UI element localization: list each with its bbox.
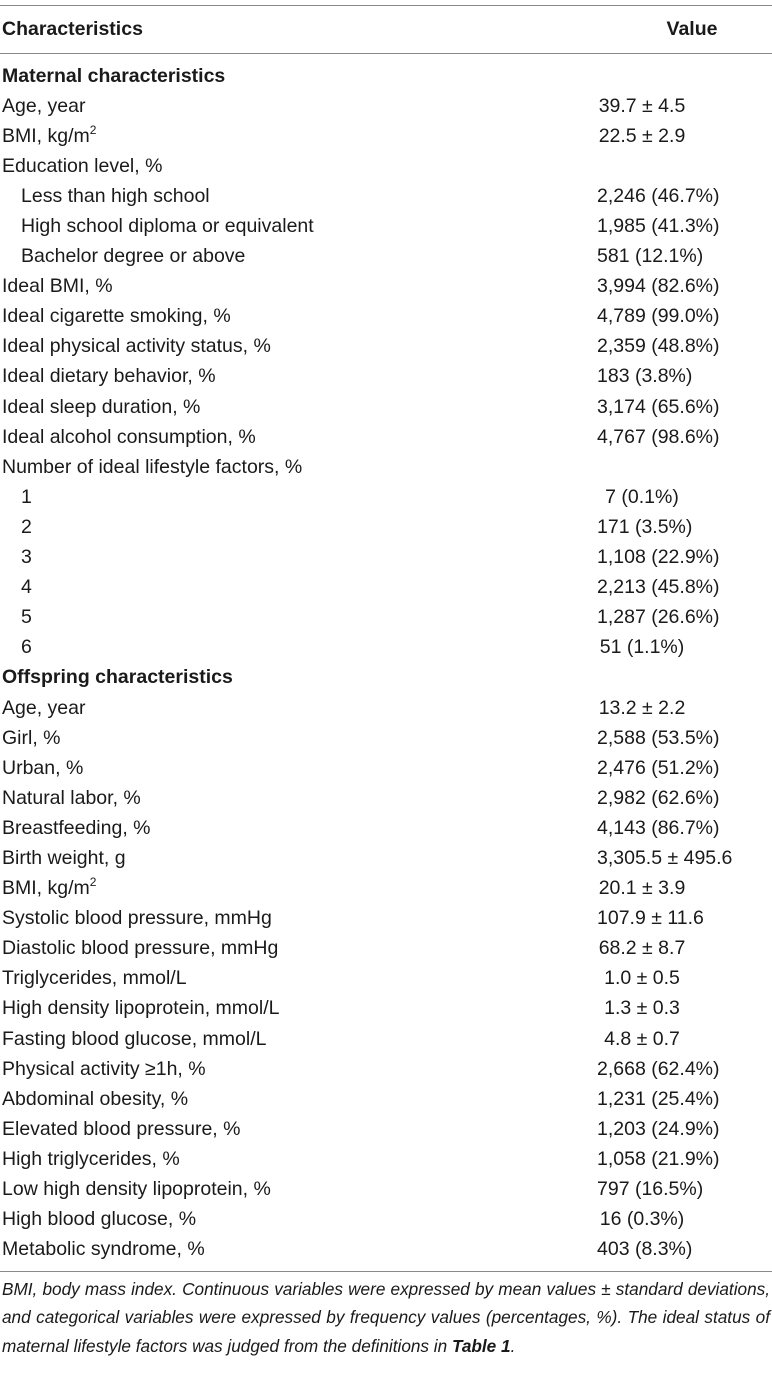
- row-label: [0, 997, 512, 1020]
- row-value-text: 4,767 (98.6%): [597, 425, 720, 448]
- row-label-text: 3: [21, 546, 32, 569]
- row-value-text: 2,668 (62.4%): [597, 1057, 720, 1080]
- row-label-text: Maternal characteristics: [2, 64, 226, 87]
- row-value-text: 1,231 (25.4%): [597, 1087, 720, 1110]
- table-row: [0, 302, 772, 332]
- row-label: [0, 697, 512, 720]
- table-header-rule: [0, 53, 772, 54]
- row-label: [0, 486, 512, 509]
- row-value-text: 20.1 ± 3.9: [598, 877, 686, 900]
- row-value: [512, 1088, 772, 1111]
- row-value: [512, 1238, 772, 1261]
- table-row: [0, 843, 772, 873]
- row-value: [512, 666, 772, 689]
- row-value: [512, 877, 772, 900]
- row-value-text: 4.8 ± 0.7: [604, 1027, 680, 1050]
- row-label: [0, 516, 512, 539]
- row-label: [0, 1028, 512, 1051]
- row-value-text: 68.2 ± 8.7: [598, 937, 686, 960]
- row-label-text: High blood glucose, %: [2, 1208, 197, 1231]
- row-value: [512, 997, 772, 1020]
- row-value: [512, 486, 772, 509]
- row-label: [0, 877, 512, 900]
- row-label-text: 5: [21, 606, 32, 629]
- table-row: [0, 242, 772, 272]
- row-value: [512, 787, 772, 810]
- row-label: [0, 305, 512, 328]
- row-value: [512, 817, 772, 840]
- table-row: [0, 422, 772, 452]
- row-label-text: Education level, %: [2, 154, 163, 177]
- row-value: [512, 305, 772, 328]
- table-row: [0, 151, 772, 181]
- row-value: [512, 365, 772, 388]
- table-header: [0, 6, 772, 53]
- table-row: [0, 272, 772, 302]
- row-label-text: Offspring characteristics: [2, 666, 233, 689]
- row-label-text: BMI, kg/m: [2, 877, 90, 900]
- row-label: [0, 1088, 512, 1111]
- row-label-text: Age, year: [2, 696, 86, 719]
- row-value-text: 2,982 (62.6%): [597, 786, 720, 809]
- row-value-text: 2,588 (53.5%): [597, 726, 720, 749]
- row-value: [512, 847, 772, 870]
- row-label-text: Ideal sleep duration, %: [2, 395, 201, 418]
- row-label-text: Ideal BMI, %: [2, 275, 113, 298]
- row-value-text: 16 (0.3%): [599, 1208, 685, 1231]
- row-value: [512, 967, 772, 990]
- row-value-text: 2,213 (45.8%): [597, 576, 720, 599]
- row-label-text: High triglycerides, %: [2, 1147, 180, 1170]
- table-row: [0, 1174, 772, 1204]
- row-label-text: Triglycerides, mmol/L: [2, 967, 187, 990]
- row-value: [512, 907, 772, 930]
- row-value-text: 797 (16.5%): [597, 1178, 704, 1201]
- row-label: [0, 215, 512, 238]
- table-row: [0, 452, 772, 482]
- row-label-text: Elevated blood pressure, %: [2, 1117, 241, 1140]
- row-label: [0, 1178, 512, 1201]
- row-label-text: Less than high school: [21, 184, 210, 207]
- row-value-text: 171 (3.5%): [597, 515, 693, 538]
- row-label: [0, 396, 512, 419]
- table-row: [0, 332, 772, 362]
- row-label-text: Diastolic blood pressure, mmHg: [2, 937, 279, 960]
- row-value-text: 3,174 (65.6%): [597, 395, 720, 418]
- row-value-text: 2,246 (46.7%): [597, 184, 720, 207]
- footnote-table-ref[interactable]: Table 1: [451, 1335, 511, 1356]
- row-value: [512, 576, 772, 599]
- row-value-text: 22.5 ± 2.9: [598, 124, 686, 147]
- row-label-text: High density lipoprotein, mmol/L: [2, 997, 280, 1020]
- row-value: [512, 1208, 772, 1231]
- row-label-text: Age, year: [2, 94, 86, 117]
- row-label-text: Urban, %: [2, 756, 84, 779]
- table-row: [0, 1144, 772, 1174]
- table-row: [0, 1084, 772, 1114]
- table-row: [0, 482, 772, 512]
- table-row: [0, 603, 772, 633]
- row-value-text: 1,287 (26.6%): [597, 606, 720, 629]
- table-row: [0, 121, 772, 151]
- row-value: [512, 516, 772, 539]
- table-row: [0, 1054, 772, 1084]
- row-value: [512, 1058, 772, 1081]
- row-value-text: 1,108 (22.9%): [597, 546, 720, 569]
- row-value-text: 39.7 ± 4.5: [598, 94, 686, 117]
- row-label: [0, 666, 512, 689]
- table-row: [0, 934, 772, 964]
- row-label-text: BMI, kg/m: [2, 124, 90, 147]
- header-value: Value: [666, 18, 718, 40]
- characteristics-table: [0, 5, 772, 1360]
- table-row: [0, 813, 772, 843]
- row-value-text: 1,203 (24.9%): [597, 1117, 720, 1140]
- row-value-text: 3,994 (82.6%): [597, 275, 720, 298]
- row-value-text: 3,305.5 ± 495.6: [597, 846, 733, 869]
- table-body: [0, 61, 772, 1265]
- table-row: [0, 1114, 772, 1144]
- row-value: [512, 396, 772, 419]
- row-label: [0, 155, 512, 178]
- row-label: [0, 365, 512, 388]
- table-row: [0, 783, 772, 813]
- row-value: [512, 1178, 772, 1201]
- row-label: [0, 576, 512, 599]
- row-value: [512, 697, 772, 720]
- row-label: [0, 245, 512, 268]
- row-value-text: 1.0 ± 0.5: [604, 967, 680, 990]
- row-value-text: 581 (12.1%): [597, 245, 704, 268]
- row-value: [512, 155, 772, 178]
- row-label-text: Number of ideal lifestyle factors, %: [2, 455, 303, 478]
- row-value: [512, 757, 772, 780]
- table-row: [0, 1235, 772, 1265]
- table-row: [0, 543, 772, 573]
- row-value-text: 1.3 ± 0.3: [604, 997, 680, 1020]
- row-label: [0, 546, 512, 569]
- row-label: [0, 426, 512, 449]
- row-label-text: Bachelor degree or above: [21, 245, 246, 268]
- row-label-text: 6: [21, 636, 32, 659]
- row-label-text: 2: [21, 515, 32, 538]
- row-label: [0, 817, 512, 840]
- row-label: [0, 1208, 512, 1231]
- table-row: [0, 693, 772, 723]
- row-value: [512, 456, 772, 479]
- table-row: [0, 753, 772, 783]
- row-label-text: Breastfeeding, %: [2, 816, 151, 839]
- row-label: [0, 967, 512, 990]
- row-label: [0, 757, 512, 780]
- row-label-text: Natural labor, %: [2, 786, 141, 809]
- row-value: [512, 335, 772, 358]
- header-characteristics: Characteristics: [2, 18, 143, 40]
- row-value-text: 107.9 ± 11.6: [597, 907, 704, 930]
- row-value-text: 4,143 (86.7%): [597, 816, 720, 839]
- row-value: [512, 185, 772, 208]
- row-label: [0, 1118, 512, 1141]
- row-label: [0, 1058, 512, 1081]
- row-value-text: 1,985 (41.3%): [597, 215, 720, 238]
- row-label: [0, 65, 512, 88]
- row-value: [512, 937, 772, 960]
- row-value-text: 2,359 (48.8%): [597, 335, 720, 358]
- row-label-text: Birth weight, g: [2, 846, 126, 869]
- row-label: [0, 907, 512, 930]
- row-value-text: 13.2 ± 2.2: [598, 696, 686, 719]
- row-label: [0, 636, 512, 659]
- row-label-superscript: 2: [89, 875, 97, 890]
- row-label: [0, 847, 512, 870]
- row-label-text: Fasting blood glucose, mmol/L: [2, 1027, 267, 1050]
- row-label: [0, 185, 512, 208]
- row-value: [512, 1118, 772, 1141]
- row-value: [512, 215, 772, 238]
- table-row: [0, 874, 772, 904]
- row-value: [512, 426, 772, 449]
- row-value: [512, 1148, 772, 1171]
- table-row: [0, 392, 772, 422]
- row-value: [512, 727, 772, 750]
- section-header-row: [0, 61, 772, 91]
- row-value: [512, 606, 772, 629]
- table-row: [0, 211, 772, 241]
- table-row: [0, 904, 772, 934]
- row-label-text: 4: [21, 576, 32, 599]
- row-value: [512, 65, 772, 88]
- row-value-text: 4,789 (99.0%): [597, 305, 720, 328]
- row-label: [0, 275, 512, 298]
- row-value-text: 403 (8.3%): [597, 1238, 693, 1261]
- row-value: [512, 1028, 772, 1051]
- row-label-text: Abdominal obesity, %: [2, 1087, 189, 1110]
- row-value: [512, 245, 772, 268]
- table-row: [0, 512, 772, 542]
- row-label: [0, 122, 512, 148]
- row-label-text: Systolic blood pressure, mmHg: [2, 907, 272, 930]
- row-label: [0, 606, 512, 629]
- table-row: [0, 994, 772, 1024]
- row-label-text: High school diploma or equivalent: [21, 215, 314, 238]
- row-label: [0, 727, 512, 750]
- row-label-text: Physical activity ≥1h, %: [2, 1057, 206, 1080]
- row-label-text: Metabolic syndrome, %: [2, 1238, 205, 1261]
- table-row: [0, 91, 772, 121]
- row-label-text: Girl, %: [2, 726, 61, 749]
- table-row: [0, 362, 772, 392]
- row-value-text: 183 (3.8%): [597, 365, 693, 388]
- table-row: [0, 964, 772, 994]
- row-value: [512, 95, 772, 118]
- row-value: [512, 125, 772, 148]
- section-header-row: [0, 663, 772, 693]
- row-label-text: Low high density lipoprotein, %: [2, 1178, 271, 1201]
- row-label: [0, 937, 512, 960]
- table-footnote: [0, 1272, 772, 1361]
- row-value-text: 51 (1.1%): [599, 636, 685, 659]
- row-label-text: Ideal dietary behavior, %: [2, 365, 216, 388]
- row-label-text: 1: [21, 485, 32, 508]
- table-row: [0, 633, 772, 663]
- table-row: [0, 573, 772, 603]
- row-label-text: Ideal cigarette smoking, %: [2, 305, 231, 328]
- row-label-text: Ideal physical activity status, %: [2, 335, 271, 358]
- row-label: [0, 1238, 512, 1261]
- row-value-text: 2,476 (51.2%): [597, 756, 720, 779]
- table-row: [0, 1205, 772, 1235]
- row-label: [0, 456, 512, 479]
- row-label: [0, 1148, 512, 1171]
- table-row: [0, 723, 772, 753]
- row-label: [0, 787, 512, 810]
- row-value-text: 1,058 (21.9%): [597, 1147, 720, 1170]
- row-label-superscript: 2: [89, 122, 97, 137]
- row-label: [0, 95, 512, 118]
- row-label-text: Ideal alcohol consumption, %: [2, 425, 256, 448]
- row-value: [512, 275, 772, 298]
- row-value: [512, 636, 772, 659]
- table-row: [0, 1024, 772, 1054]
- footnote-end: .: [510, 1335, 516, 1356]
- row-value-text: 7 (0.1%): [605, 485, 679, 508]
- row-value: [512, 546, 772, 569]
- row-label: [0, 335, 512, 358]
- footnote-text: BMI, body mass index. Continuous variables were expressed by mean values ± standard deviations, and categorical variables were expressed by frequency values (percentages, %). The ideal status of maternal lifestyle factors was judged from the definitions in: [2, 1278, 770, 1356]
- table-row: [0, 181, 772, 211]
